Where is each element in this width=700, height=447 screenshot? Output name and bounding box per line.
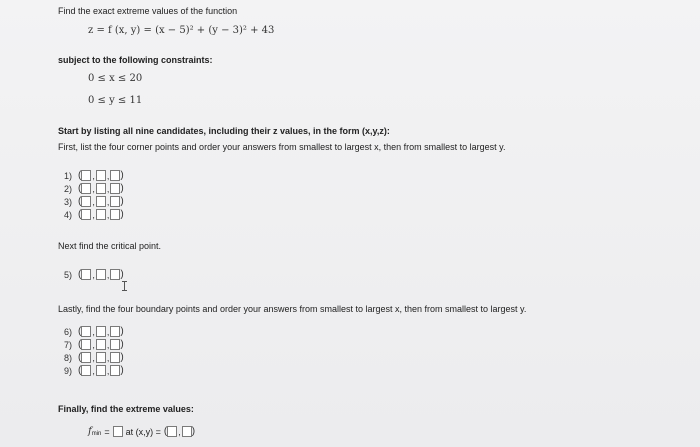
x-input[interactable] — [81, 352, 91, 363]
z-input[interactable] — [110, 269, 120, 280]
x-input[interactable] — [81, 183, 91, 194]
text-cursor-bottom-icon — [122, 290, 127, 291]
at-label: at (x,y) = — [125, 426, 161, 437]
constraint-y: 0 ≤ y ≤ 11 — [88, 95, 143, 106]
comma: , — [106, 352, 110, 363]
y-input[interactable] — [96, 365, 106, 376]
instruction-critical: Next find the critical point. — [58, 241, 162, 251]
open-paren: ( — [78, 326, 82, 337]
open-paren: ( — [78, 196, 82, 207]
x-input[interactable] — [81, 269, 91, 280]
open-paren: ( — [78, 183, 82, 194]
close-paren: ) — [120, 339, 124, 350]
z-input[interactable] — [110, 326, 120, 337]
function-equation: z = f (x, y) = (x − 5)² + (y − 3)² + 43 — [88, 25, 275, 36]
row-label: 6) — [64, 326, 73, 337]
comma: , — [92, 365, 95, 376]
close-paren: ) — [120, 326, 124, 337]
x-input[interactable] — [81, 339, 91, 350]
open-paren: ( — [78, 352, 82, 363]
row-label: 3) — [64, 196, 73, 207]
comma: , — [106, 339, 110, 350]
corner-row-1 — [64, 170, 124, 181]
y-input[interactable] — [96, 326, 106, 337]
x-input[interactable] — [81, 196, 91, 207]
comma: , — [106, 209, 110, 220]
fmin-y-input[interactable] — [182, 426, 192, 437]
z-input[interactable] — [110, 196, 120, 207]
question-title: Find the exact extreme values of the function — [58, 6, 238, 16]
row-label: 2) — [64, 183, 73, 194]
comma: , — [92, 170, 95, 181]
open-paren: ( — [163, 426, 168, 437]
z-input[interactable] — [110, 365, 120, 376]
corner-row-2 — [64, 183, 124, 194]
y-input[interactable] — [96, 352, 106, 363]
z-input[interactable] — [110, 352, 120, 363]
boundary-row-9 — [64, 365, 124, 376]
close-paren: ) — [120, 170, 124, 181]
final-heading: Finally, find the extreme values: — [58, 404, 194, 414]
open-paren: ( — [78, 365, 82, 376]
open-paren: ( — [78, 170, 82, 181]
open-paren: ( — [78, 269, 82, 280]
close-paren: ) — [120, 269, 124, 280]
close-paren: ) — [120, 365, 124, 376]
y-input[interactable] — [96, 196, 106, 207]
y-input[interactable] — [96, 339, 106, 350]
constraints-label: subject to the following constraints: — [58, 55, 213, 65]
x-input[interactable] — [81, 365, 91, 376]
x-input[interactable] — [81, 209, 91, 220]
z-input[interactable] — [110, 170, 120, 181]
z-input[interactable] — [110, 339, 120, 350]
close-paren: ) — [120, 352, 124, 363]
comma: , — [92, 326, 95, 337]
row-label: 1) — [64, 170, 73, 181]
fmin-subscript: min — [91, 431, 102, 437]
comma: , — [106, 183, 110, 194]
close-paren: ) — [191, 426, 196, 437]
row-label: 4) — [64, 209, 73, 220]
instruction-corners: First, list the four corner points and order your answers from smallest to largest x, then from smallest to largest y. — [58, 142, 506, 152]
comma: , — [106, 365, 110, 376]
row-label: 7) — [64, 339, 73, 350]
instruction-start: Start by listing all nine candidates, including their z values, in the form (x,y,z): — [58, 126, 390, 136]
fmin-symbol: f — [88, 426, 92, 437]
fmin-x-input[interactable] — [167, 426, 177, 437]
comma: , — [92, 209, 95, 220]
close-paren: ) — [120, 183, 124, 194]
row-label: 5) — [64, 269, 73, 280]
equals-sign: = — [104, 426, 110, 437]
fmin-row — [88, 426, 195, 437]
z-input[interactable] — [110, 209, 120, 220]
row-label: 8) — [64, 352, 73, 363]
comma: , — [106, 196, 110, 207]
constraint-x: 0 ≤ x ≤ 20 — [88, 73, 143, 84]
corner-row-3 — [64, 196, 124, 207]
x-input[interactable] — [81, 326, 91, 337]
boundary-row-7 — [64, 339, 124, 350]
y-input[interactable] — [96, 183, 106, 194]
comma: , — [106, 269, 110, 280]
comma: , — [178, 426, 181, 437]
comma: , — [92, 269, 95, 280]
row-label: 9) — [64, 365, 73, 376]
y-input[interactable] — [96, 170, 106, 181]
corner-row-4 — [64, 209, 124, 220]
open-paren: ( — [78, 339, 82, 350]
open-paren: ( — [78, 209, 82, 220]
close-paren: ) — [120, 209, 124, 220]
comma: , — [106, 170, 110, 181]
comma: , — [92, 352, 95, 363]
comma: , — [106, 326, 110, 337]
boundary-row-6 — [64, 326, 124, 337]
instruction-boundary: Lastly, find the four boundary points and order your answers from smallest to largest x, then from smallest to largest y. — [58, 304, 527, 314]
z-input[interactable] — [110, 183, 120, 194]
comma: , — [92, 183, 95, 194]
y-input[interactable] — [96, 209, 106, 220]
y-input[interactable] — [96, 269, 106, 280]
comma: , — [92, 339, 95, 350]
critical-row-5 — [64, 269, 124, 280]
boundary-row-8 — [64, 352, 124, 363]
fmin-input[interactable] — [113, 426, 123, 437]
comma: , — [92, 196, 95, 207]
x-input[interactable] — [81, 170, 91, 181]
text-cursor-top-icon — [122, 281, 127, 282]
close-paren: ) — [120, 196, 124, 207]
